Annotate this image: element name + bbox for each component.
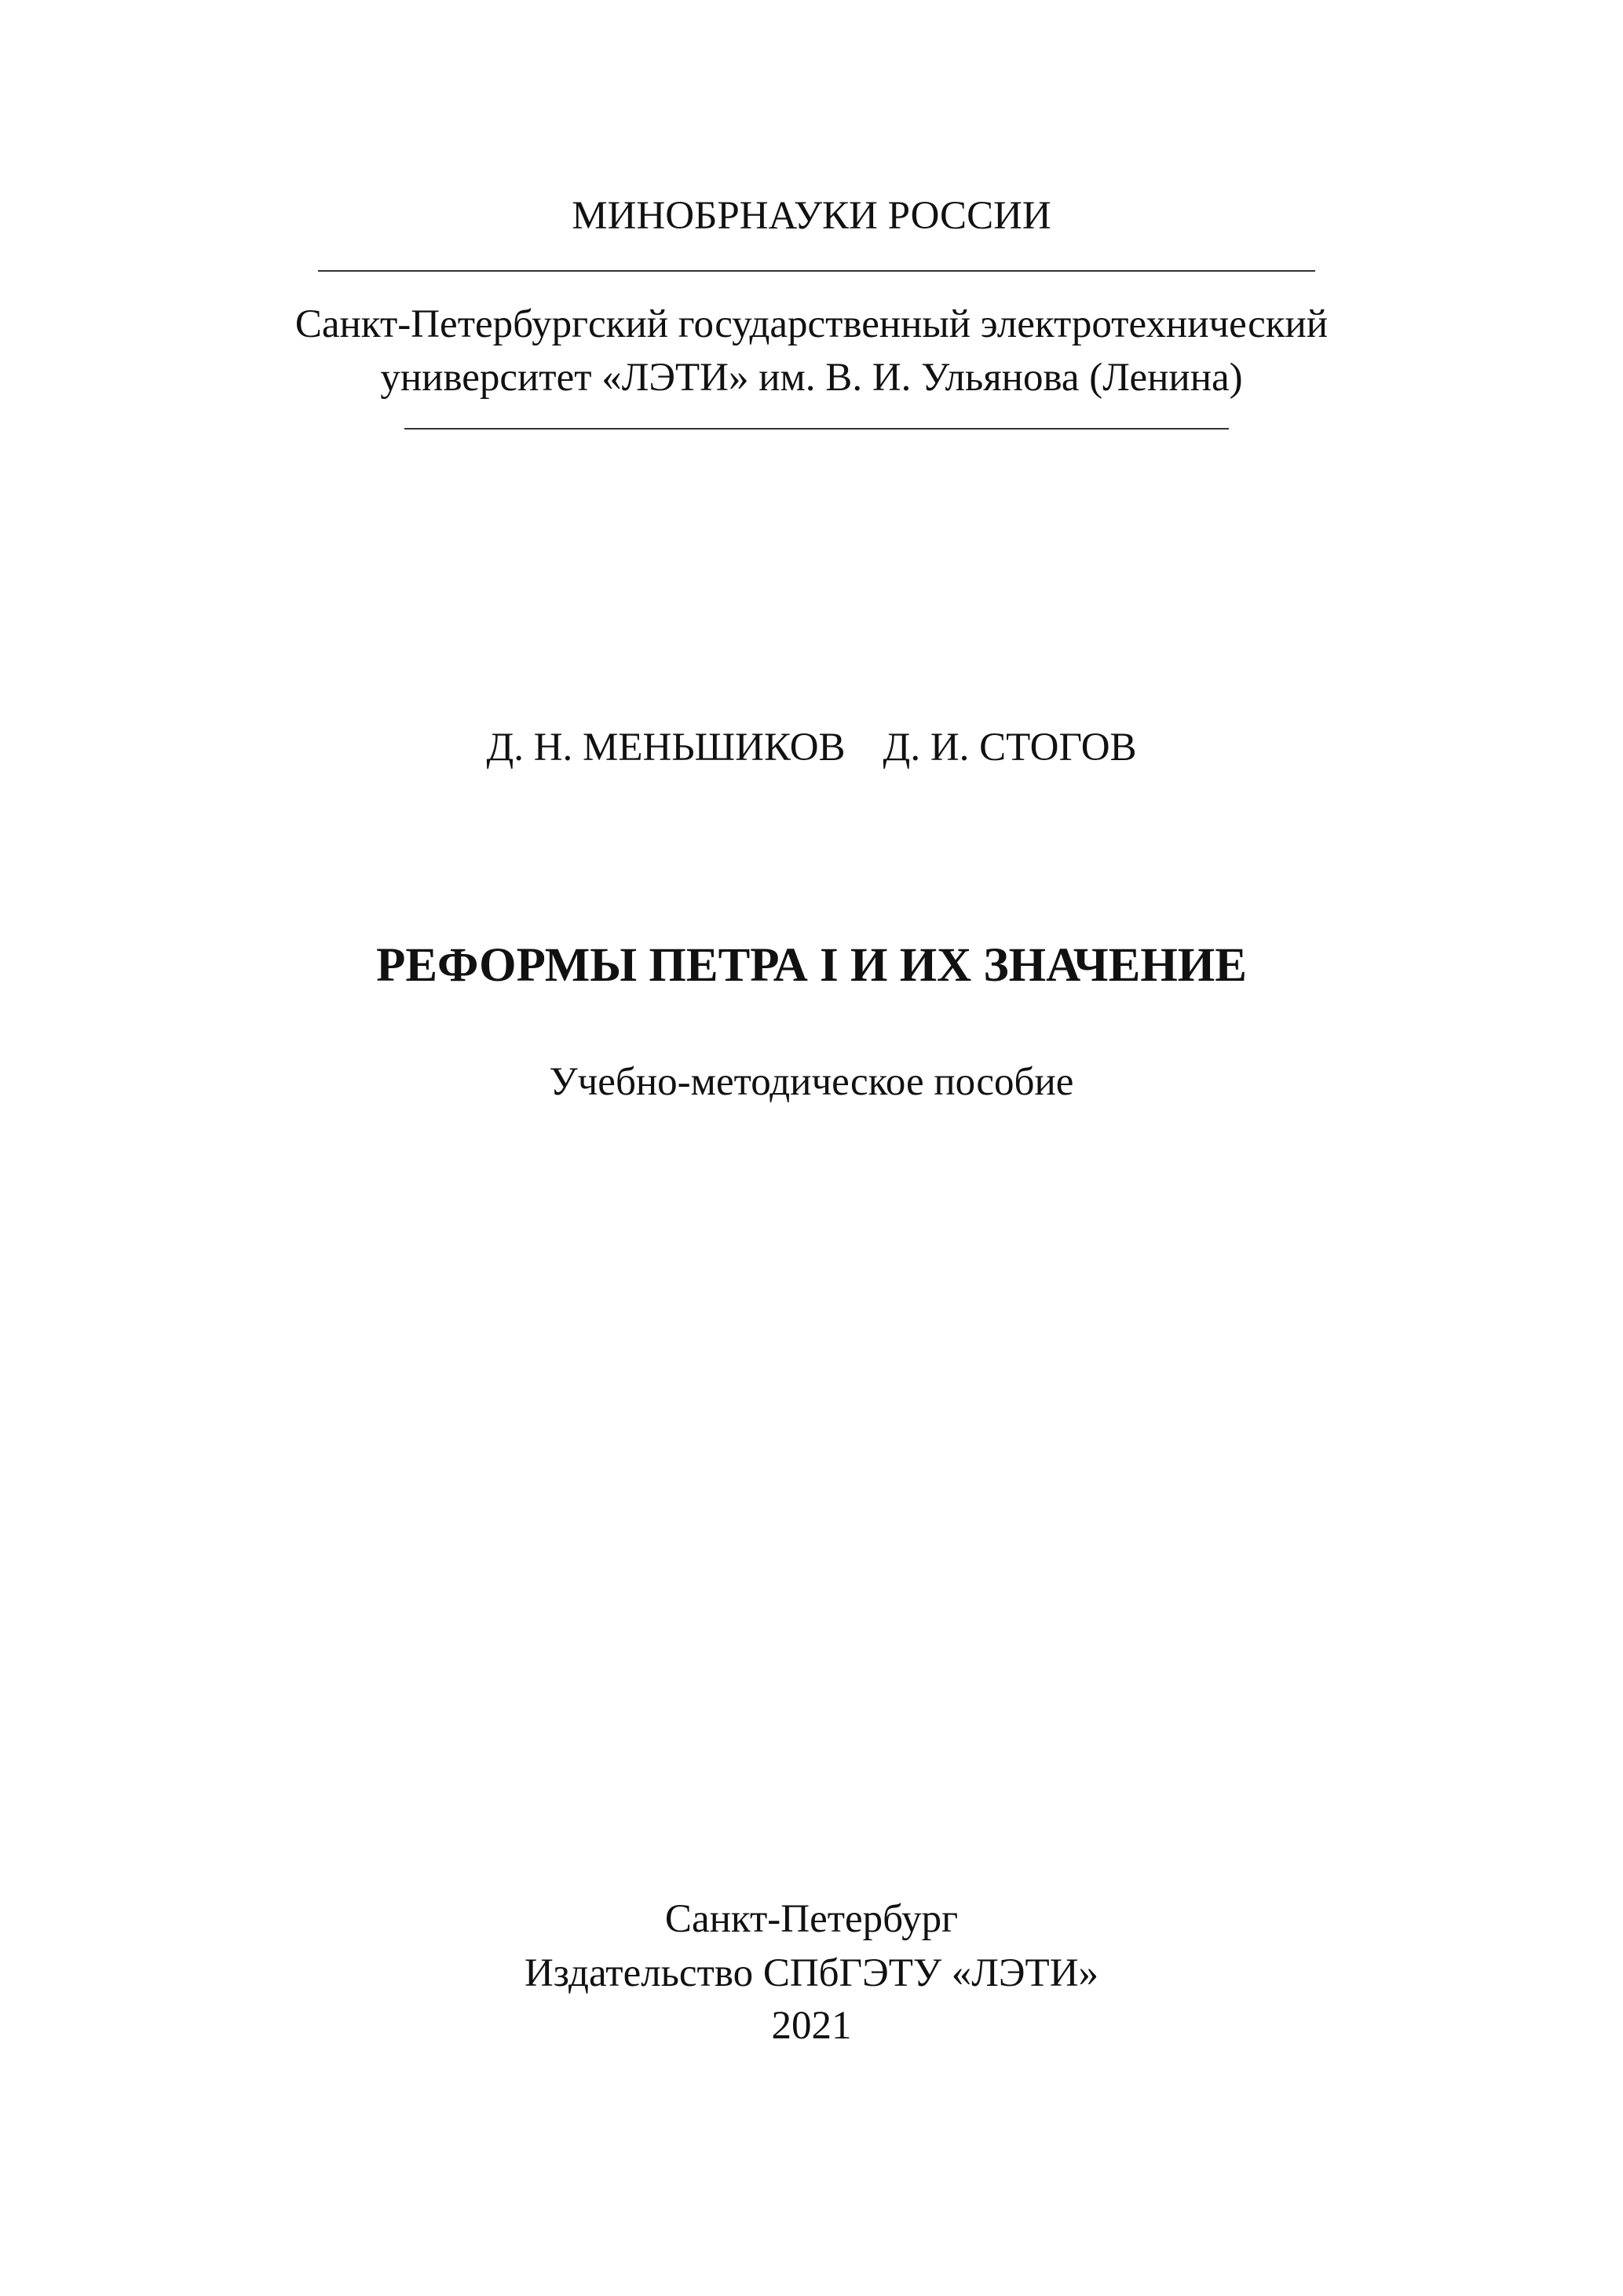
imprint-publisher: Издательство СПбГЭТУ «ЛЭТИ» <box>524 1951 1099 1995</box>
document-title: РЕФОРМЫ ПЕТРА I И ИХ ЗНАЧЕНИЕ <box>376 939 1247 992</box>
university-name-line1: Санкт-Петербургский государственный электротехнический <box>294 302 1329 346</box>
imprint-city: Санкт-Петербург <box>664 1897 959 1941</box>
imprint-year: 2021 <box>771 2004 852 2048</box>
ministry-name: МИНОБРНАУКИ РОССИИ <box>572 194 1051 238</box>
author-1: Д. Н. МЕНЬШИКОВ <box>486 726 846 770</box>
university-name-line2: университет «ЛЭТИ» им. В. И. Ульянова (Ленина) <box>380 356 1243 400</box>
bottom-divider <box>404 428 1229 430</box>
author-2: Д. И. СТОГОВ <box>883 726 1137 770</box>
top-divider <box>318 270 1315 272</box>
document-subtitle: Учебно-методическое пособие <box>549 1060 1074 1104</box>
authors <box>0 724 1623 771</box>
